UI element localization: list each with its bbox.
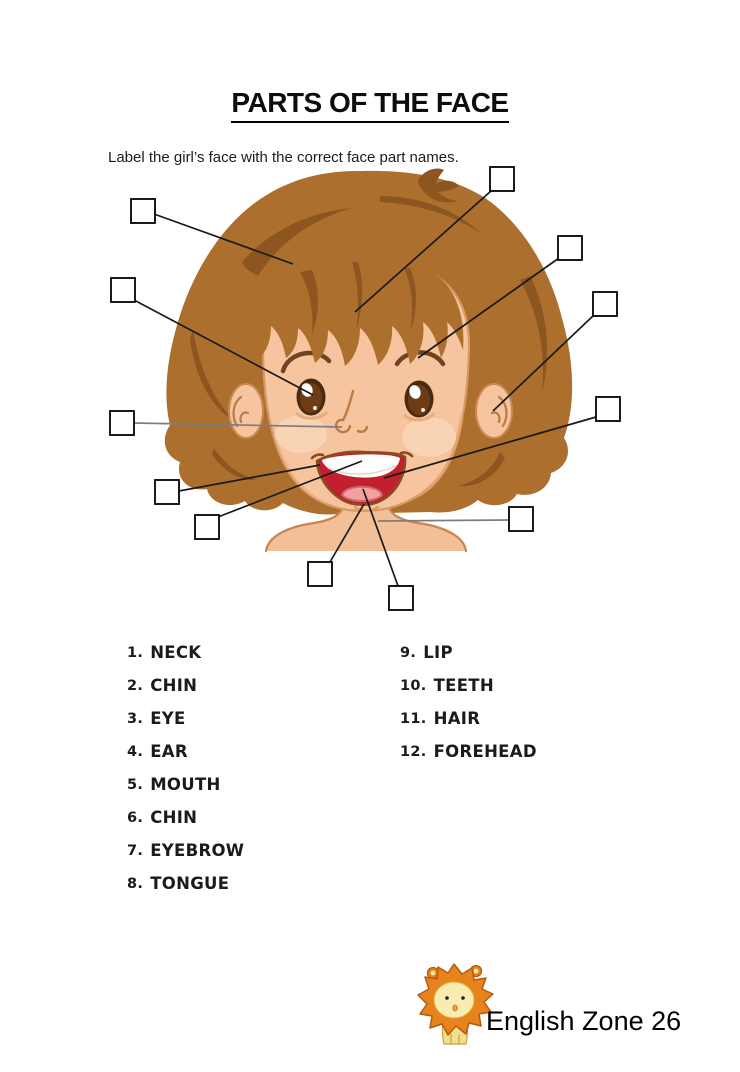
word-label: TEETH <box>433 676 494 695</box>
word-number: 5. <box>127 776 144 793</box>
word-item <box>127 735 244 768</box>
word-item <box>400 636 537 669</box>
instruction-text: Label the girl’s face with the correct face part names. <box>108 149 459 166</box>
word-label: EYE <box>150 709 186 728</box>
word-item <box>127 867 244 900</box>
answer-box-lip-corner[interactable] <box>155 480 179 504</box>
word-label: HAIR <box>433 709 481 728</box>
word-item <box>127 801 244 834</box>
word-number: 9. <box>400 644 417 661</box>
word-number: 11. <box>400 710 427 727</box>
word-number: 10. <box>400 677 427 694</box>
word-label: CHIN <box>150 808 198 827</box>
word-list-right <box>400 636 537 768</box>
cheek-right <box>402 417 456 457</box>
answer-box-tongue[interactable] <box>389 586 413 610</box>
word-item <box>400 735 537 768</box>
brand-text: English Zone 26 <box>486 1006 682 1036</box>
answer-box-chin[interactable] <box>308 562 332 586</box>
word-label: MOUTH <box>150 775 221 794</box>
word-number: 8. <box>127 875 144 892</box>
word-label: CHIN <box>150 676 198 695</box>
word-item <box>127 834 244 867</box>
word-number: 4. <box>127 743 144 760</box>
word-label: EYEBROW <box>150 841 245 860</box>
word-number: 7. <box>127 842 144 859</box>
answer-box-neck[interactable] <box>509 507 533 531</box>
word-number: 1. <box>127 644 144 661</box>
pointer-line-neck <box>378 520 509 521</box>
word-item <box>127 669 244 702</box>
page-title: PARTS OF THE FACE <box>231 88 508 123</box>
girl-tongue <box>342 487 382 501</box>
answer-box-mouth-interior[interactable] <box>596 397 620 421</box>
word-label: TONGUE <box>150 874 230 893</box>
word-number: 6. <box>127 809 144 826</box>
answer-box-hair[interactable] <box>131 199 155 223</box>
word-label: EAR <box>150 742 188 761</box>
lion-mascot-logo <box>418 964 493 1044</box>
word-label: FOREHEAD <box>433 742 537 761</box>
answer-box-ear[interactable] <box>593 292 617 316</box>
word-number: 2. <box>127 677 144 694</box>
word-item <box>127 702 244 735</box>
word-number: 3. <box>127 710 144 727</box>
cheek-left <box>275 415 327 453</box>
word-item <box>400 702 537 735</box>
answer-box-eyebrow[interactable] <box>558 236 582 260</box>
answer-box-teeth[interactable] <box>195 515 219 539</box>
word-label: LIP <box>423 643 453 662</box>
word-item <box>400 669 537 702</box>
word-list-left <box>127 636 244 900</box>
word-item <box>127 636 244 669</box>
answer-box-nose[interactable] <box>110 411 134 435</box>
word-item <box>127 768 244 801</box>
answer-box-eye[interactable] <box>111 278 135 302</box>
answer-box-forehead[interactable] <box>490 167 514 191</box>
word-number: 12. <box>400 743 427 760</box>
word-label: NECK <box>150 643 202 662</box>
